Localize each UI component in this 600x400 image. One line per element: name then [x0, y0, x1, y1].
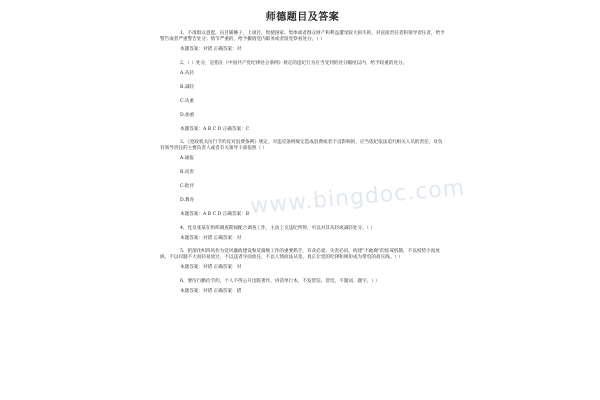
option-3b: B.问责: [180, 170, 195, 176]
option-2b: B.减轻: [180, 84, 195, 90]
answer-4: 本题答案：对错 正确答案：对: [180, 235, 242, 241]
option-2a: A.从轻: [180, 70, 194, 76]
option-3c: C.批评: [180, 184, 194, 190]
answer-3: 本题答案：A B C D 正确答案：B: [180, 212, 250, 218]
answer-2: 本题答案：A B C D 正确答案：C: [180, 126, 250, 132]
answer-5: 本题答案：对错 正确答案：对: [180, 265, 242, 271]
question-4: 4、党员张某在组织调查期间配合调查工作，主动上交违纪所得，可以对其从轻或减轻处分。（ ）: [180, 225, 376, 231]
option-3a: A.通报: [180, 156, 194, 162]
question-1: 1、不准群众意愿，盲目铺摊子，上项目，致使国家、集体或者群众财产和利益遭受较大损失的，对直接责任者和领导责任者，给予警告或者严重警告处分；情节严重的，给予撤销党内职务或者留党察看处分。（ ）: [160, 31, 445, 43]
answer-1: 本题答案：对错 正确答案：对: [180, 47, 242, 53]
option-2c: C.从重: [180, 98, 194, 104]
answer-6: 本题答案：对错 正确答案：错: [180, 288, 242, 294]
document-title: 师德题目及答案: [265, 12, 340, 23]
watermark: www.bingdoc.com: [249, 175, 467, 220]
option-3d: D.教育: [180, 198, 195, 204]
question-6: 6、要厉行勤俭节约，个人不得公开出版著作、讲话单行本，不发贺信、贺电，不题词、题字。（ ）: [180, 278, 380, 284]
question-3: 3、《党政机关厉行节约反对浪费条例》规定，对违反条例规定造成浪费或者不良影响的，应当依纪依法追究相关人员的责任，对负有领导责任的主要负责人或者有关领导干部依照（ ）: [160, 140, 443, 152]
question-5: 5、把深化纠四风作为党风廉政建设和反腐败工作的重要抓手，有贪必肃、失责必问，构建"不敢腐"的惩戒机制，不以权势小而放纵，不以问题不大而轻易放过，不以违者少而放任，不以人情而法从宽，真正让党的纪律和规矩成为带电的高压线。（ ）: [160, 249, 440, 261]
question-2: 2、（ ）处分，是指在《中国共产党纪律处分条例》规定的违纪行为应当受到的处分幅度以内，给予较重的处分。: [180, 60, 408, 66]
option-2d: D.加重: [180, 112, 195, 118]
document-page: [160, 12, 445, 392]
